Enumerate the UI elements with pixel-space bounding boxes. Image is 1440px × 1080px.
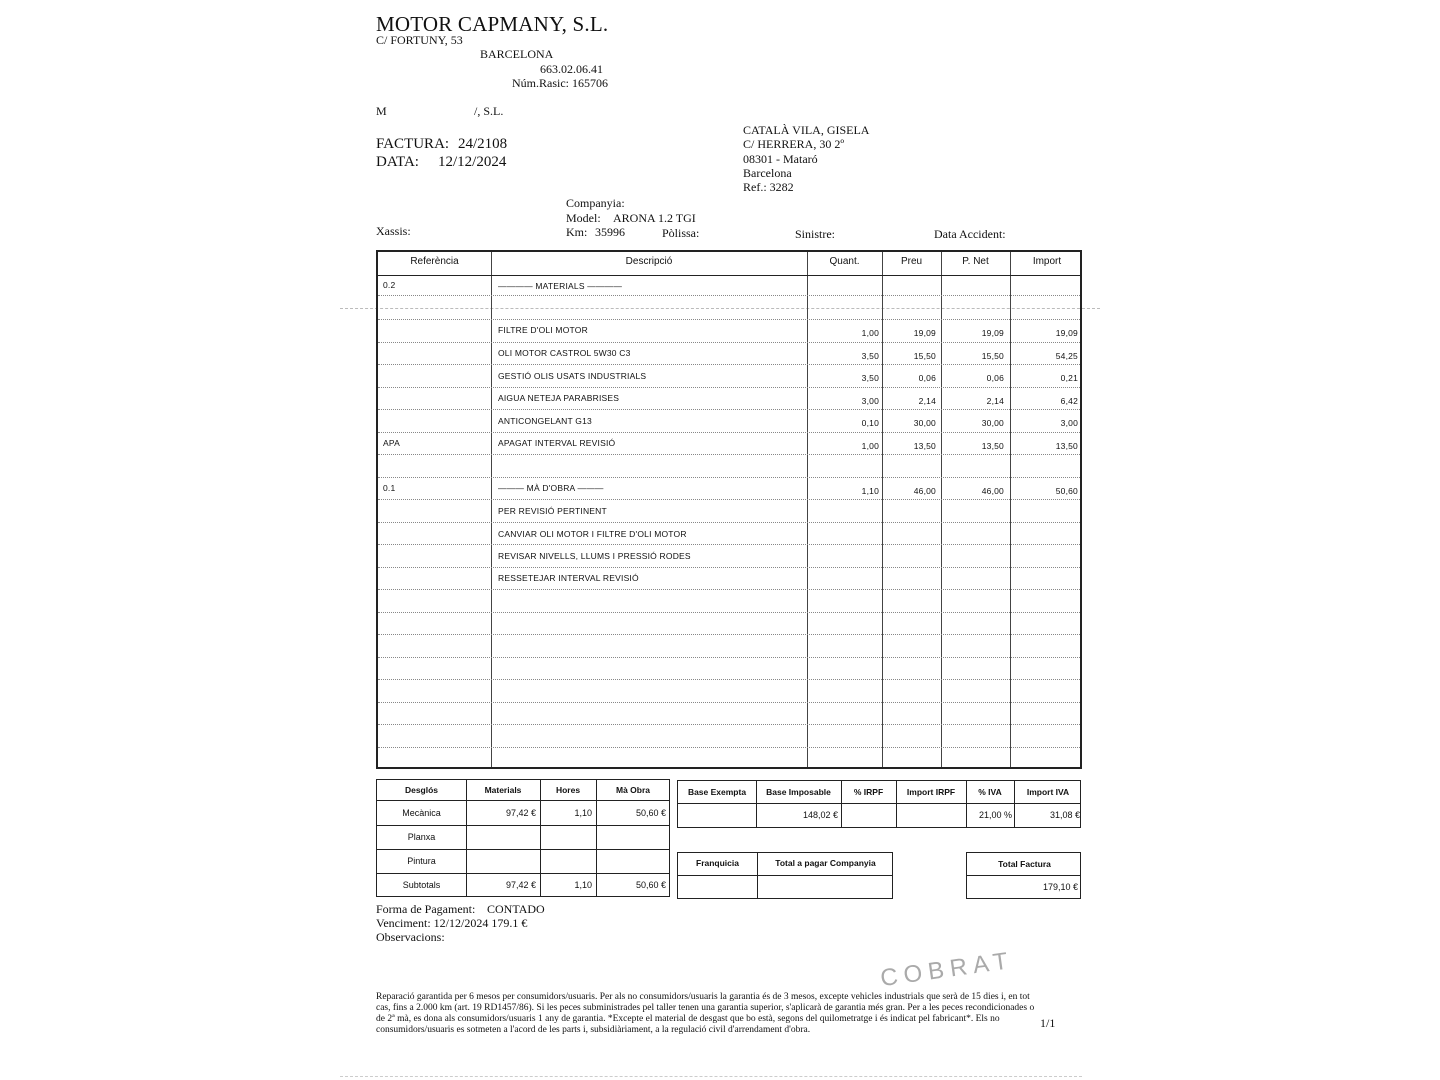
row-desc: FILTRE D'OLI MOTOR [498, 325, 588, 335]
row-line [378, 342, 1080, 343]
row-preu: 0,06 [918, 373, 936, 383]
row-ref: 0.2 [383, 280, 396, 290]
th-ref: Referència [410, 256, 459, 267]
row-preu: 30,00 [913, 418, 936, 428]
th-iva-import: Import IVA [1026, 787, 1070, 797]
row-line [378, 364, 1080, 365]
row-quant: 3,50 [861, 373, 879, 383]
row-desc: APAGAT INTERVAL REVISIÓ [498, 438, 616, 448]
th-base-exempta: Base Exempta [687, 787, 747, 797]
th-hores: Hores [555, 785, 581, 795]
row-desc: GESTIÓ OLIS USATS INDUSTRIALS [498, 371, 647, 381]
scan-artifact-line-bottom [340, 1076, 1082, 1077]
row-line [378, 612, 1080, 613]
breakdown-hores: 1,10 [574, 880, 592, 890]
iva-pct-value: 21,00 % [978, 810, 1012, 820]
row-desc: ———— MATERIALS ———— [498, 281, 623, 291]
accident-label: Data Accident: [934, 227, 1006, 241]
breakdown-hores: 1,10 [574, 808, 592, 818]
km-label: Km: [566, 225, 588, 239]
factura-label: FACTURA: [376, 136, 450, 152]
col-divider [540, 780, 541, 896]
cobrat-stamp: COBRAT [878, 946, 1016, 993]
row-quant: 0,10 [861, 418, 879, 428]
row-quant: 3,00 [861, 396, 879, 406]
model-value: ARONA 1.2 TGI [613, 211, 696, 225]
company-line-m: M [376, 104, 387, 118]
total-factura-box [966, 852, 1081, 899]
row-line [378, 454, 1080, 455]
th-preu: Preu [900, 256, 923, 267]
row-pnet: 30,00 [981, 418, 1004, 428]
tax-table [677, 780, 1081, 828]
row-line [378, 657, 1080, 658]
row-divider [678, 875, 892, 876]
forma-pagament-value: CONTADO [487, 902, 545, 916]
row-line [378, 499, 1080, 500]
breakdown-label: Pintura [407, 856, 436, 866]
franquicia-label: Franquicia [696, 858, 739, 868]
row-line [378, 702, 1080, 703]
client-ref: Ref.: 3282 [743, 180, 794, 194]
page-number: 1/1 [1040, 1016, 1056, 1030]
total-factura-label: Total Factura [998, 859, 1051, 869]
row-line [378, 477, 1080, 478]
model-label: Model: [566, 211, 601, 225]
row-desc: REVISAR NIVELLS, LLUMS I PRESSIÓ RODES [498, 551, 691, 561]
col-divider [807, 252, 808, 767]
th-irpf-import: Import IRPF [906, 787, 956, 797]
th-desglos: Desglós [404, 785, 439, 795]
breakdown-label: Subtotals [402, 880, 441, 890]
row-line [378, 679, 1080, 680]
th-pnet: P. Net [962, 256, 989, 267]
row-quant: 1,00 [861, 328, 879, 338]
row-line [378, 567, 1080, 568]
forma-pagament-label: Forma de Pagament: [376, 902, 476, 916]
row-pnet: 13,50 [981, 441, 1004, 451]
row-line [378, 634, 1080, 635]
data-label: DATA: [376, 154, 419, 170]
company-city: BARCELONA [480, 47, 554, 61]
companyia-label: Companyia: [566, 196, 625, 210]
th-import: Import [1032, 256, 1062, 267]
polissa-label: Pòlissa: [662, 226, 700, 240]
row-desc: CANVIAR OLI MOTOR I FILTRE D'OLI MOTOR [498, 529, 687, 539]
row-quant: 1,10 [861, 486, 879, 496]
row-line [378, 589, 1080, 590]
th-irpf-pct: % IRPF [853, 787, 884, 797]
breakdown-ma-obra: 50,60 € [635, 880, 666, 890]
row-divider [967, 875, 1080, 876]
client-street: C/ HERRERA, 30 2º [743, 137, 845, 151]
base-imposable-value: 148,02 € [802, 810, 838, 820]
row-import: 19,09 [1055, 328, 1078, 338]
header-divider [378, 275, 1080, 276]
row-line [378, 319, 1080, 320]
row-preu: 19,09 [913, 328, 936, 338]
col-divider [941, 252, 942, 767]
row-import: 0,21 [1060, 373, 1078, 383]
venciment: Venciment: 12/12/2024 179.1 € [376, 916, 528, 930]
row-line [378, 295, 1080, 296]
row-desc: RESSETEJAR INTERVAL REVISIÓ [498, 573, 639, 583]
client-name: CATALÀ VILA, GISELA [743, 123, 870, 137]
row-desc: ——— MÀ D'OBRA ——— [498, 483, 604, 493]
th-desc: Descripció [625, 256, 673, 267]
row-preu: 2,14 [918, 396, 936, 406]
total-factura-value: 179,10 € [1042, 882, 1078, 892]
invoice-lines-table [376, 250, 1082, 769]
row-quant: 3,50 [861, 351, 879, 361]
row-line [378, 522, 1080, 523]
row-import: 6,42 [1060, 396, 1078, 406]
row-preu: 13,50 [913, 441, 936, 451]
row-desc: AIGUA NETEJA PARABRISES [498, 393, 620, 403]
row-line [378, 387, 1080, 388]
th-materials: Materials [484, 785, 522, 795]
company-line-sl: /, S.L. [474, 104, 504, 118]
row-desc: OLI MOTOR CASTROL 5W30 C3 [498, 348, 631, 358]
company-rasic: Núm.Rasic: 165706 [512, 76, 608, 90]
legal-warranty-text: Reparació garantida per 6 mesos per consumidors/usuaris. Per als no consumidors/usuaris la garantia és de 3 mesos, excepte vehicles industrials que serà de 15 dies i, en tot cas, fins a 2.000 km (art. 19 RD1457/86). Si les peces subministrades pel taller tenen una garantia superior, s'aplicarà de garantia més gran. Per a les peces recondicionades o de 2ª mà, es dona als consumidors/usuaris 1 any de garantia. *Excepte el material de desgast que bo està, segons del quilometratge i és indicat pel fabricant*. Els no consumidors/usuaris es sotmeten a l'acord de les parts i, subsidiàriament, a la regulació civil d'arrendament d'obra. [376, 992, 1035, 1035]
row-line [378, 724, 1080, 725]
iva-import-value: 31,08 € [1049, 810, 1080, 820]
franquicia-table [677, 852, 893, 899]
row-divider [377, 825, 669, 826]
row-pnet: 15,50 [981, 351, 1004, 361]
breakdown-materials: 97,42 € [505, 880, 536, 890]
row-divider [678, 803, 1080, 804]
breakdown-table [376, 779, 670, 897]
th-ma-obra: Mà Obra [615, 785, 650, 795]
factura-value: 24/2108 [458, 136, 508, 152]
km-value: 35996 [595, 225, 625, 239]
row-pnet: 46,00 [981, 486, 1004, 496]
col-divider [596, 780, 597, 896]
row-divider [377, 849, 669, 850]
total-companyia-label: Total a pagar Companyia [775, 858, 876, 868]
company-phone: 663.02.06.41 [540, 62, 603, 76]
th-iva-pct: % IVA [978, 787, 1002, 797]
data-value: 12/12/2024 [438, 154, 507, 170]
row-import: 54,25 [1055, 351, 1078, 361]
row-pnet: 0,06 [986, 373, 1004, 383]
observacions-label: Observacions: [376, 930, 445, 944]
client-city: 08301 - Mataró [743, 152, 818, 166]
th-base-imposable: Base Imposable [766, 787, 831, 797]
row-desc: PER REVISIÓ PERTINENT [498, 506, 607, 516]
th-quant: Quant. [829, 256, 860, 267]
breakdown-label: Planxa [407, 832, 436, 842]
company-name: MOTOR CAPMANY, S.L. [376, 12, 609, 36]
row-pnet: 2,14 [986, 396, 1004, 406]
row-line [378, 544, 1080, 545]
breakdown-ma-obra: 50,60 € [635, 808, 666, 818]
col-divider [1010, 252, 1011, 767]
row-line [378, 432, 1080, 433]
xassis-label: Xassis: [376, 224, 411, 238]
row-divider [377, 873, 669, 874]
row-desc: ANTICONGELANT G13 [498, 416, 592, 426]
col-divider [466, 780, 467, 896]
row-preu: 15,50 [913, 351, 936, 361]
row-import: 13,50 [1055, 441, 1078, 451]
row-import: 50,60 [1055, 486, 1078, 496]
breakdown-label: Mecànica [402, 808, 441, 818]
row-ref: 0.1 [383, 483, 396, 493]
company-street: C/ FORTUNY, 53 [376, 33, 463, 47]
row-quant: 1,00 [861, 441, 879, 451]
client-province: Barcelona [743, 166, 792, 180]
breakdown-materials: 97,42 € [505, 808, 536, 818]
row-ref: APA [383, 438, 400, 448]
col-divider [491, 252, 492, 767]
row-preu: 46,00 [913, 486, 936, 496]
row-pnet: 19,09 [981, 328, 1004, 338]
row-import: 3,00 [1060, 418, 1078, 428]
row-divider [377, 800, 669, 801]
row-line [378, 409, 1080, 410]
row-line [378, 747, 1080, 748]
sinistre-label: Sinistre: [795, 227, 836, 241]
